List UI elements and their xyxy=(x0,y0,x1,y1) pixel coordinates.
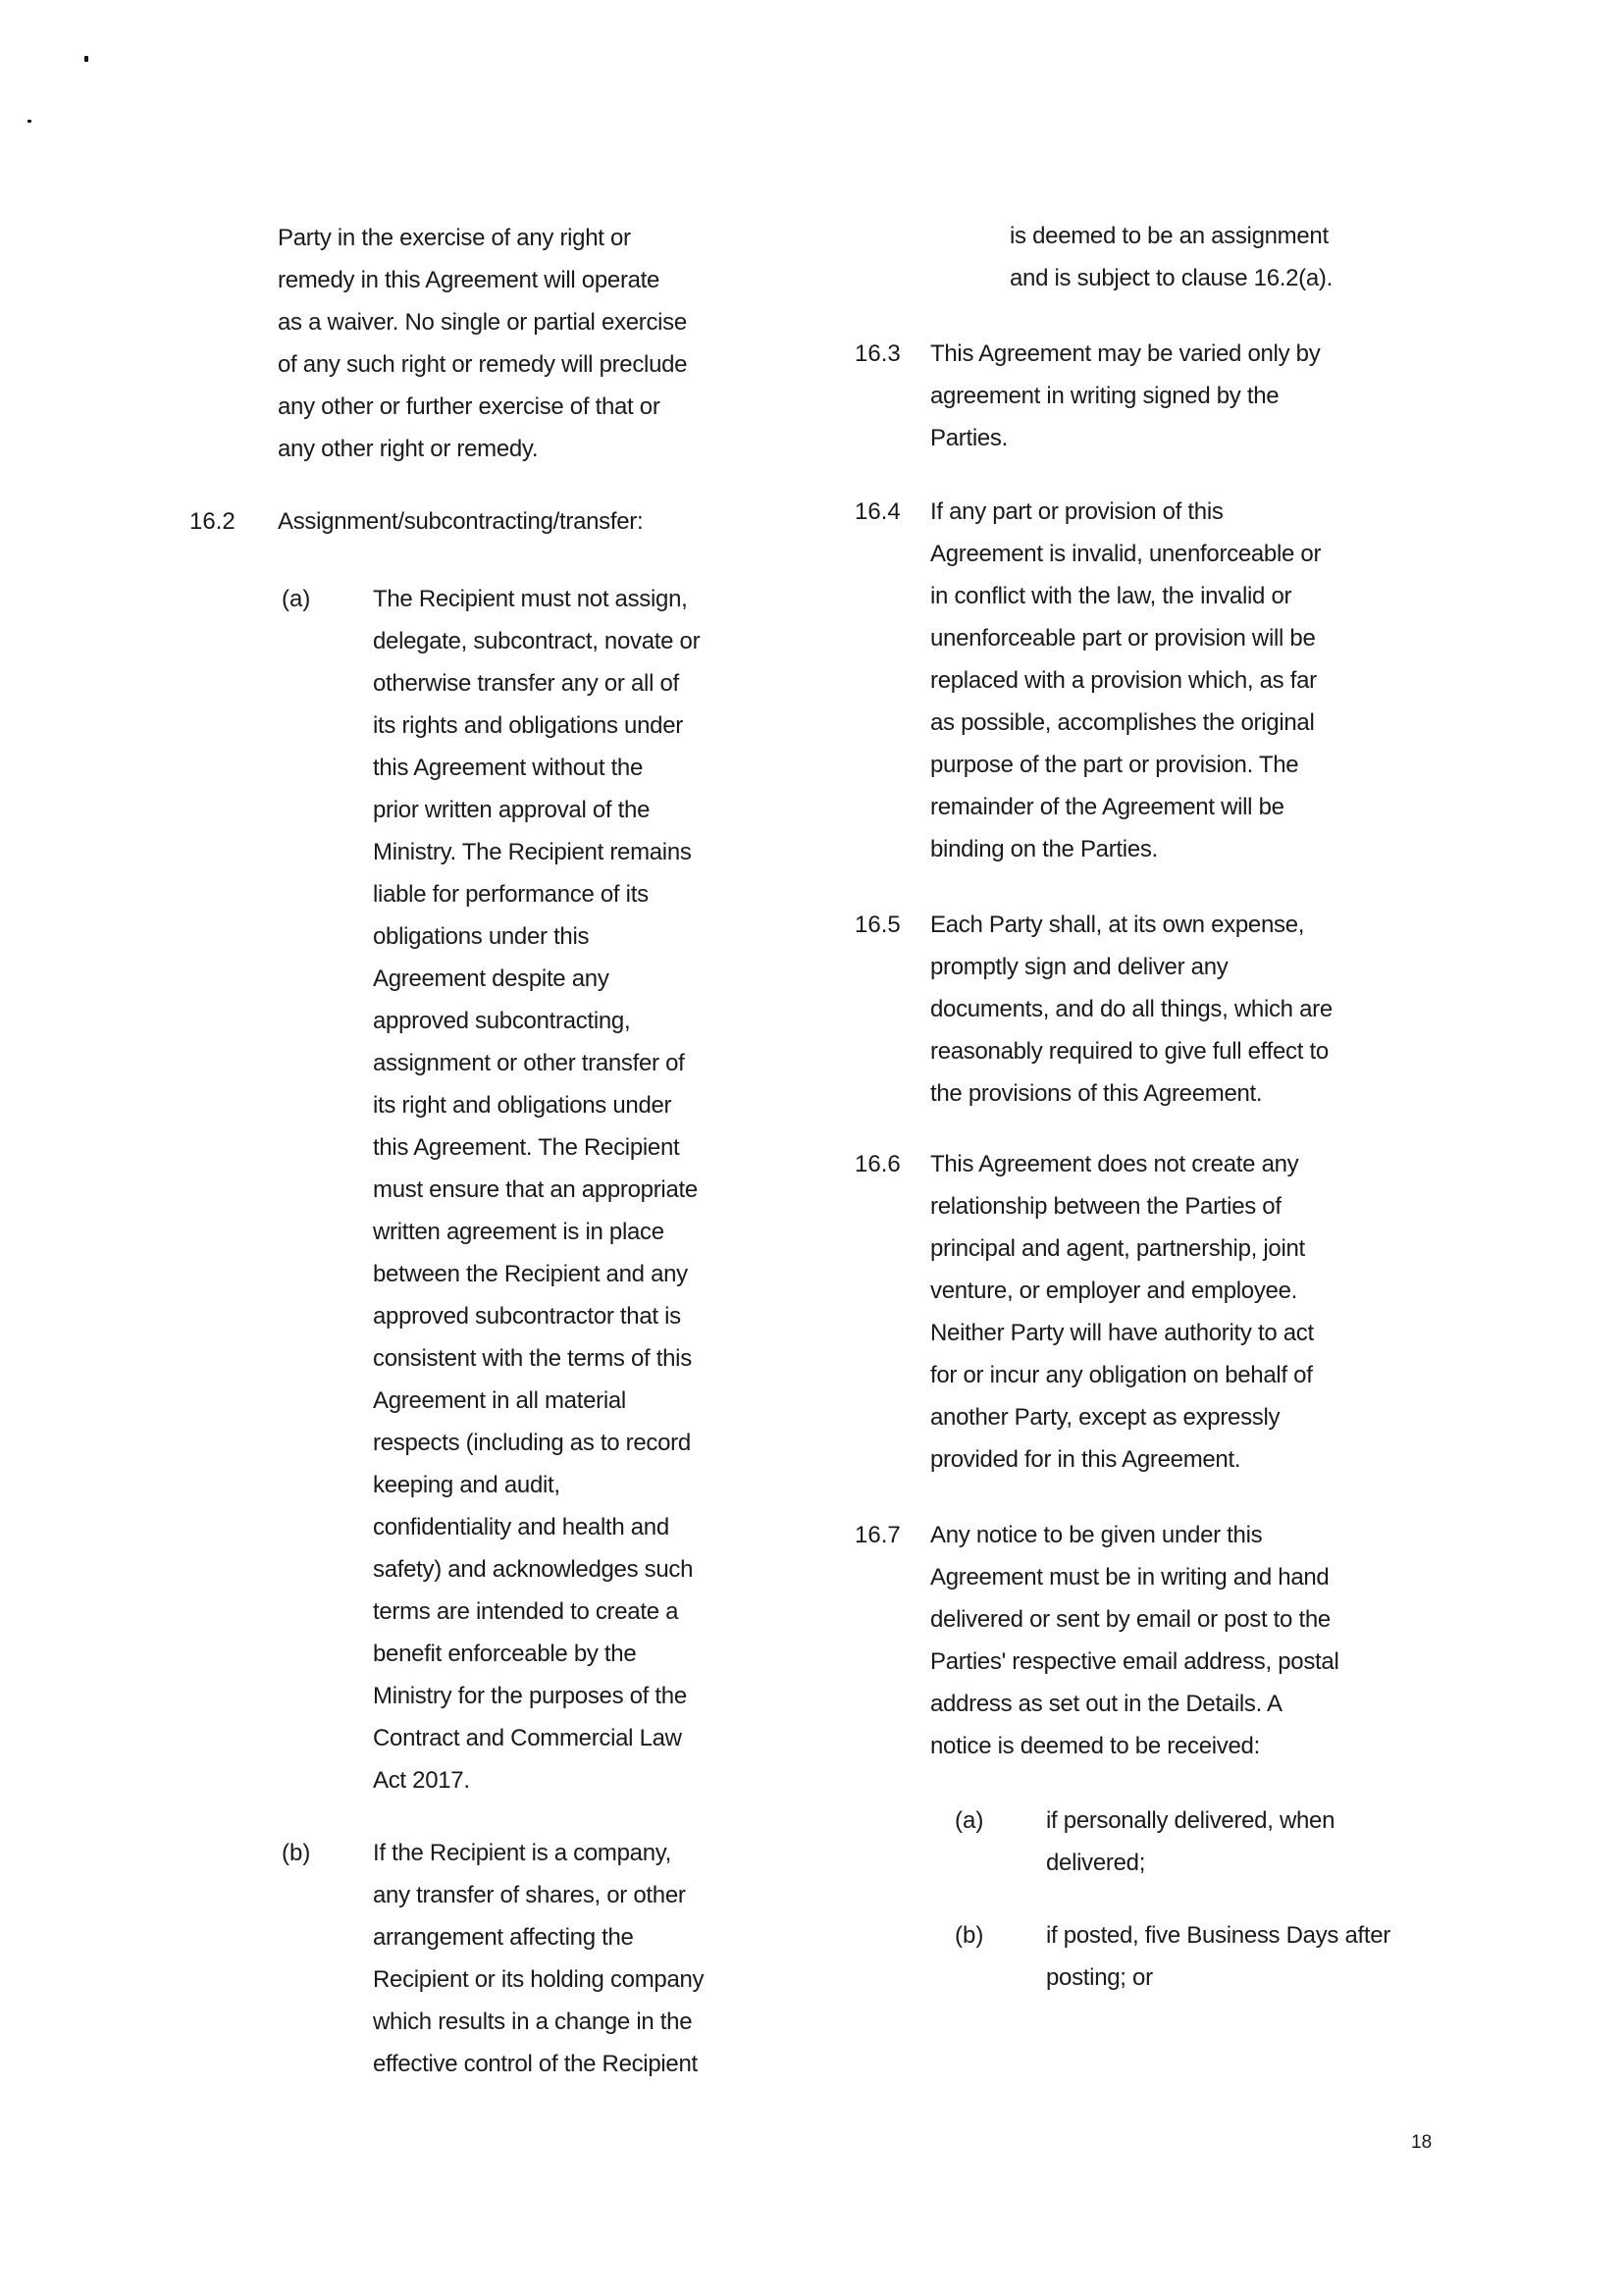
text-line: is deemed to be an assignment xyxy=(1010,223,1329,249)
text-line: Neither Party will have authority to act xyxy=(930,1320,1314,1346)
text-line: Any notice to be given under this xyxy=(930,1522,1263,1548)
text-line: notice is deemed to be received: xyxy=(930,1733,1260,1759)
clause-16-2-b-carryover xyxy=(1010,215,1333,299)
text-line: otherwise transfer any or all of xyxy=(373,670,679,697)
scan-speck xyxy=(84,56,88,62)
text-line: prior written approval of the xyxy=(373,797,651,823)
text-line: binding on the Parties. xyxy=(930,836,1158,862)
text-line: The Recipient must not assign, xyxy=(373,586,688,612)
text-line: as possible, accomplishes the original xyxy=(930,709,1315,736)
text-line: provided for in this Agreement. xyxy=(930,1446,1241,1473)
clause-16-2-heading xyxy=(278,500,643,543)
sub-clause-16-7-a-text xyxy=(1046,1800,1335,1884)
text-line: written agreement is in place xyxy=(373,1219,664,1245)
text-line: If the Recipient is a company, xyxy=(373,1840,672,1866)
sub-clause-label-16-2-b: (b) xyxy=(282,1840,311,1866)
text-line: remainder of the Agreement will be xyxy=(930,794,1284,820)
text-line: Recipient or its holding company xyxy=(373,1966,705,1993)
text-line: this Agreement. The Recipient xyxy=(373,1134,680,1161)
text-line: assignment or other transfer of xyxy=(373,1050,685,1076)
text-line: between the Recipient and any xyxy=(373,1261,688,1287)
text-line: agreement in writing signed by the xyxy=(930,383,1280,409)
sub-clause-16-2-b-text xyxy=(373,1832,704,2085)
clause-16-1-carryover xyxy=(278,217,687,470)
text-line: Agreement despite any xyxy=(373,965,609,992)
text-line: any other or further exercise of that or xyxy=(278,393,660,420)
text-line: benefit enforceable by the xyxy=(373,1641,637,1667)
text-line: approved subcontracting, xyxy=(373,1008,631,1034)
text-line: relationship between the Parties of xyxy=(930,1193,1282,1220)
text-line: its rights and obligations under xyxy=(373,712,683,739)
scan-speck xyxy=(27,120,31,123)
text-line: delivered; xyxy=(1046,1850,1146,1876)
text-line: the provisions of this Agreement. xyxy=(930,1080,1263,1107)
text-line: consistent with the terms of this xyxy=(373,1345,692,1372)
text-line: If any part or provision of this xyxy=(930,498,1224,525)
text-line: which results in a change in the xyxy=(373,2009,693,2035)
clause-number-16-6: 16.6 xyxy=(855,1151,901,1177)
sub-clause-label-16-7-a: (a) xyxy=(955,1807,984,1834)
clause-16-5-text xyxy=(930,904,1333,1115)
text-line: of any such right or remedy will preclude xyxy=(278,351,688,378)
text-line: any transfer of shares, or other xyxy=(373,1882,686,1908)
text-line: posting; or xyxy=(1046,1964,1153,1991)
text-line: approved subcontractor that is xyxy=(373,1303,681,1330)
text-line: and is subject to clause 16.2(a). xyxy=(1010,265,1333,291)
clause-number-16-4: 16.4 xyxy=(855,498,901,525)
text-line: safety) and acknowledges such xyxy=(373,1556,694,1583)
text-line: if posted, five Business Days after xyxy=(1046,1922,1391,1949)
clause-16-4-text xyxy=(930,491,1321,870)
text-line: terms are intended to create a xyxy=(373,1598,679,1625)
text-line: respects (including as to record xyxy=(373,1430,691,1456)
text-line: as a waiver. No single or partial exercise xyxy=(278,309,687,336)
clause-number-16-7: 16.7 xyxy=(855,1522,901,1548)
text-line: effective control of the Recipient xyxy=(373,2051,698,2077)
clause-heading: Assignment/subcontracting/transfer: xyxy=(278,508,644,535)
text-line: This Agreement does not create any xyxy=(930,1151,1299,1177)
clause-number-16-2: 16.2 xyxy=(189,508,236,535)
text-line: arrangement affecting the xyxy=(373,1924,634,1951)
text-line: Contract and Commercial Law xyxy=(373,1725,682,1751)
text-line: this Agreement without the xyxy=(373,755,644,781)
sub-clause-label-16-2-a: (a) xyxy=(282,586,311,612)
text-line: confidentiality and health and xyxy=(373,1514,669,1540)
text-line: Each Party shall, at its own expense, xyxy=(930,912,1305,938)
text-line: obligations under this xyxy=(373,923,590,950)
text-line: This Agreement may be varied only by xyxy=(930,340,1321,367)
text-line: principal and agent, partnership, joint xyxy=(930,1235,1305,1262)
text-line: must ensure that an appropriate xyxy=(373,1176,698,1203)
text-line: unenforceable part or provision will be xyxy=(930,625,1316,652)
text-line: documents, and do all things, which are xyxy=(930,996,1333,1022)
sub-clause-label-16-7-b: (b) xyxy=(955,1922,984,1949)
text-line: delivered or sent by email or post to the xyxy=(930,1606,1331,1633)
text-line: remedy in this Agreement will operate xyxy=(278,267,660,293)
text-line: replaced with a provision which, as far xyxy=(930,667,1317,694)
text-line: its right and obligations under xyxy=(373,1092,672,1119)
text-line: venture, or employer and employee. xyxy=(930,1278,1298,1304)
text-line: in conflict with the law, the invalid or xyxy=(930,583,1292,609)
text-line: keeping and audit, xyxy=(373,1472,560,1498)
sub-clause-16-2-a-text xyxy=(373,578,700,1801)
text-line: promptly sign and deliver any xyxy=(930,954,1229,980)
sub-clause-16-7-b-text xyxy=(1046,1914,1390,1999)
text-line: Act 2017. xyxy=(373,1767,470,1794)
clause-number-16-3: 16.3 xyxy=(855,340,901,367)
text-line: for or incur any obligation on behalf of xyxy=(930,1362,1313,1388)
text-line: Ministry for the purposes of the xyxy=(373,1683,687,1709)
text-line: Parties' respective email address, postal xyxy=(930,1648,1339,1675)
text-line: another Party, except as expressly xyxy=(930,1404,1281,1431)
clause-16-3-text xyxy=(930,333,1320,459)
text-line: Party in the exercise of any right or xyxy=(278,225,631,251)
clause-16-6-text xyxy=(930,1143,1314,1481)
text-line: if personally delivered, when xyxy=(1046,1807,1335,1834)
text-line: any other right or remedy. xyxy=(278,436,539,462)
clause-16-7-text xyxy=(930,1514,1338,1767)
text-line: purpose of the part or provision. The xyxy=(930,752,1299,778)
text-line: liable for performance of its xyxy=(373,881,649,908)
text-line: Agreement must be in writing and hand xyxy=(930,1564,1330,1591)
page-number: 18 xyxy=(1411,2132,1433,2153)
text-line: delegate, subcontract, novate or xyxy=(373,628,701,654)
text-line: address as set out in the Details. A xyxy=(930,1691,1283,1717)
text-line: Parties. xyxy=(930,425,1008,451)
text-line: reasonably required to give full effect to xyxy=(930,1038,1329,1065)
text-line: Agreement in all material xyxy=(373,1387,626,1414)
clause-number-16-5: 16.5 xyxy=(855,912,901,938)
text-line: Ministry. The Recipient remains xyxy=(373,839,692,865)
text-line: Agreement is invalid, unenforceable or xyxy=(930,541,1322,567)
